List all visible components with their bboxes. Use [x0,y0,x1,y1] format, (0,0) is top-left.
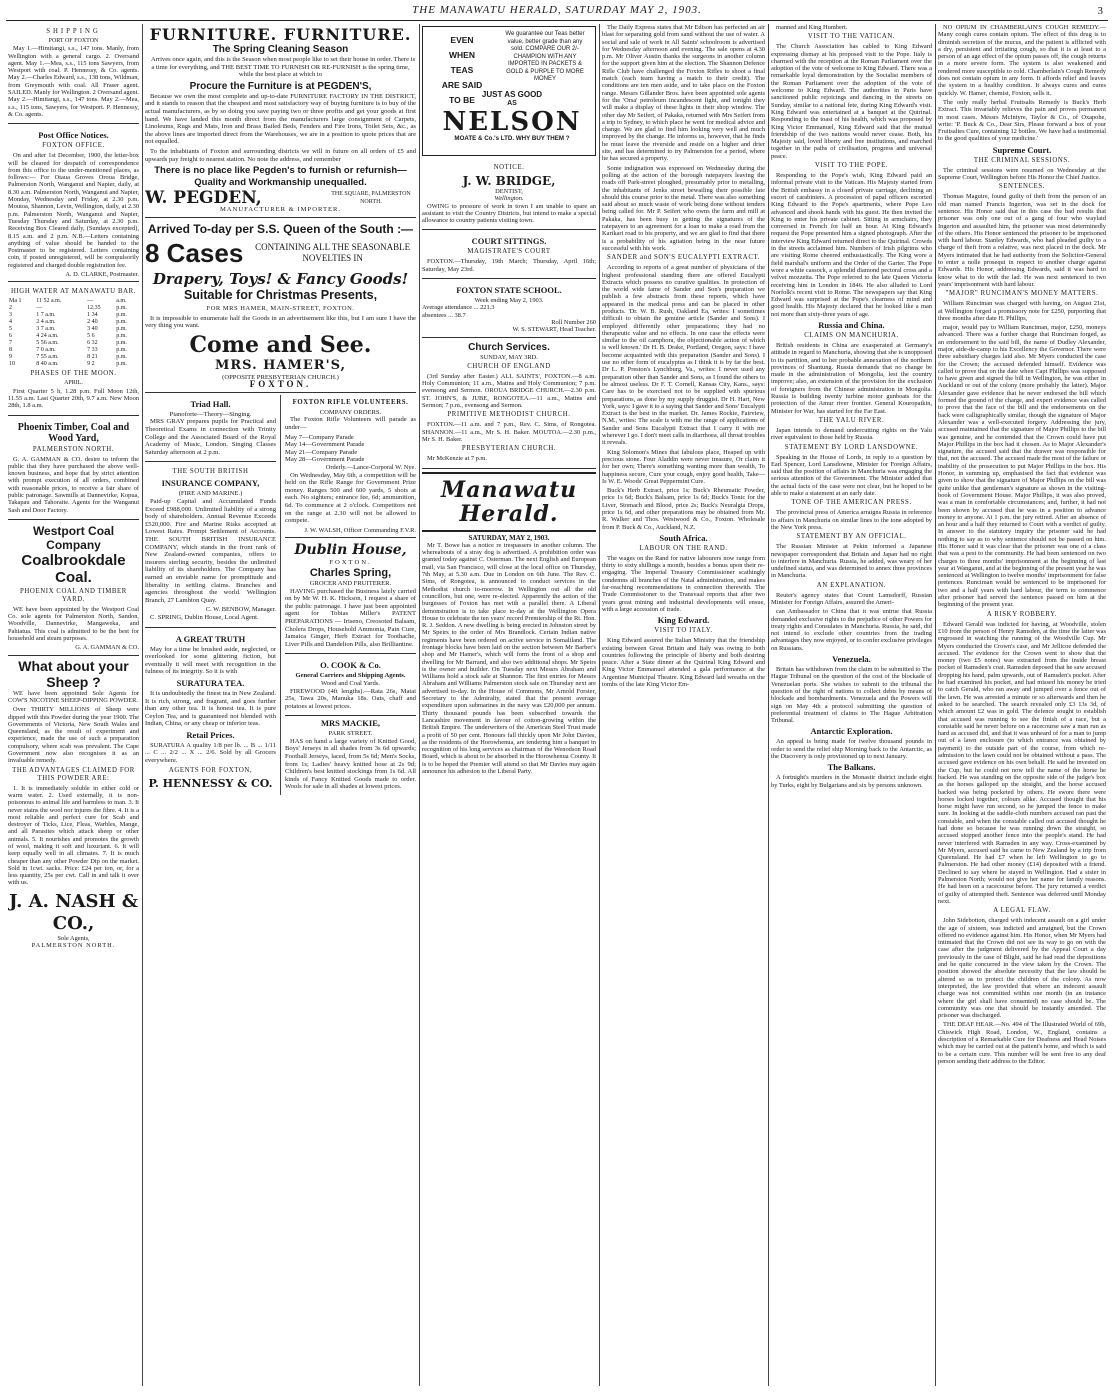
paragraph: major, would pay to William Runciman, major, £250, moneys advanced. There was a further charge that Runciman forged, as an endorsement to the said bill, the name of Dudley Alexander, major, aide-de-camp to his Excellency the Governor. There were three subsidiary charges laid also. Mr Myers conducted the case for the Crown; the accused defended himself. Evidence was called to prove that on the date when Capt Phillips was supposed to have given and signed the bill in Wellington, he was either in Auckland or out of the colony (more probably the latter). Major Alexander gave evidence that he never endorsed the bill which formed the ground of the charge, and expert evidence was called to prove that the face of the bill and the endorsements on the back were calligraphically similar, though the signature of Major Alexander was a well-executed forgery. Addressing the jury, accused maintained that the signature of Major Phillips to the bill was genuine, and he contended that the Crown could have put Major Phillips in the box had it chosen. As to Major Alexander's signature, the accused said that the drawer was responsible for that, not the accused. The accused made the most of the failure or inability of the prosecution to put Major Phillips in the box. His Honor, in summing up, emphasised the fact that evidence was given to show that the signature of Major Phillips on the bill was quite unlike that gentleman's signature as shown in the visiting-book of Government House. Major Phillips, it was also proved, was a man in comfortable circumstances; and, further, it had not been shown by accused that he was in a position to advance money to anyone. At 1 p.m. the jury retired. After an absence of an hour and a half they returned to Court with a verdict of guilty. In answer to the statutory inquiry the prisoner said he had nothing to say as to why sentence should not be passed on him. His Honor said it was clear that the prisoner was one of a class that was a pest to the community. He had been sentenced on two charges to three months' imprisonment at the beginning of last year at Wanganui, and at the beginning of the present year he was sentenced at Wellington to twelve months' imprisonment for false pretences. Runciman would be sentenced to be imprisoned for two and a half years with hard labour, the term to commence after prisoner had served the sentence passed on him at the beginning of the present year. [938,324,1106,609]
tide-cell: 12.35 [87,305,101,312]
mackie-ad [285,718,416,791]
paragraph: (3rd Sunday after Easter.) ALL SAINTS', FOXTON.—8 a.m. Holy Communion; 11 a.m., Matins and Holy Communion; 7 p.m. evensong and Sermon. OROUA BRIDGE CHURCH.—2.30 p.m. ST. JOHN'S, & JUBE, RONGOTEA.—11 a.m., Matins and Sermon; 7 p.m., evensong and Sermon. [422,372,596,410]
notice-title: FOXTON RIFLE VOLUNTEERS. [292,398,409,406]
ad-title: Drapery, Toys! & Fancy Goods! [152,269,409,288]
ad-subtitle: PHOENIX COAL AND TIMBER YARD. [20,587,127,603]
sheep-ad [8,658,139,950]
hamer-ad [145,220,416,393]
tea-ad-word: ARE SAID [441,80,483,90]
paragraph: Japan intends to demand undercutting rights on the Yalu river equivalent to those held by Russia. [771,426,932,442]
tide-cell: 11 52 a.m. [36,298,62,305]
ad-subtitle: Sole Agents, [57,934,90,942]
column-rule [142,24,143,1386]
paragraph: The Foxton Rifle Volunteers will parade as under— [284,416,416,432]
leader-date: SATURDAY, MAY 2, 1903. [468,533,550,542]
paragraph: A fortnight's murders in the Monastir district include eight by Turks, eight by Bulgarians and six by persons unknown. [771,774,932,789]
section-subtitle: SENTENCES. [998,183,1046,191]
paragraph: Reuter's agency states that Count Lamsdorff, Russian Minister for Foreign Affairs, assured the Ameri- [771,591,932,606]
rifle-notice [285,395,416,539]
paragraph: British residents in China are exasperated at Germany's attitude in regard to Manchuria, showing that she is unopposed to its partition, and to her probable annexation of the northern provinces of Shantung. Russia demands that no change be made in the administration of Mongolia, lest the country improve; also, an extension of the provision for the exclusion of foreigners from the Chinese administration in Mongolia. Russia is building twenty turbine motor gunboats for the protection of the Amur river frontier. General Kouropatkin, Minister for War, has started for the Far East. [771,341,932,415]
tide-row [8,326,139,333]
signature: C. W. BENBOW, Manager. [205,606,276,614]
paragraph: John Sidebotton, charged with indecent assault on a girl under the age of sixteen, was indicted and arraigned, but the Crown offered no evidence against him. His Honor, when Mr Myers had intimated that the Crown did not see its way to go on with the case after the judgment delivered by the Appeal Court a day previously in the case of Blight, said he had read the depositions and he quite concurred in the view taken by the Crown. The position showed the absolute necessity that the law should be altered so as to protect the children of the colony. As now interpreted, the law provided that where an indecent assault charge was not committed within one month (in an instance where the girl shall have consented) no case should be. The community was one that should be instantly amended. The prisoner was discharged. [938,917,1106,1020]
ad-title: MRS. HAMER'S, [214,357,347,373]
section-subtitle: PRESBYTERIAN CHURCH. [461,445,557,453]
school-section [422,281,596,337]
paragraph: Over THIRTY MILLIONS of Sheep were dipped with this Powder during the year 1900. The Governments of Victoria, New South Wales and Queensland, as the result of experiment and experience, made the use of such a preparation compulsory, where scab was prevalent. The Cape Government now also recognises it as an invaluable remedy. [8,706,139,765]
school-line: absentees ... 38.7 [422,311,466,319]
ad-row [145,239,416,267]
section-subtitle: SUNDAY, MAY 3RD. [480,353,538,361]
ad-subtitle: Wellington. [494,195,524,203]
tide-row [8,305,139,312]
paragraph: The Church Association has cabled to King Edward expressing dismay at his proposed visit to the Pope. Italy is charmed with the reception at the Roman Parliament over the adoption of the vote of welcome to King Edward. There was a remarkable loyal demonstration by the Socialist members of the Roman Parliament over the adoption of the vote of welcome to King Edward. The authorities in Paris have sanctioned public rejoicings and dancing in the streets on Sunday, similar to a national fete, during King Edward's visit. King Edward was entertained at a banquet at the Quirinal. Responding to the toast of his health, which was proposed by King Victor Emmanuel, King Edward said that the mutual friendship of the two nations would never cease. Both, his Majesty said, loved liberty and free institutions, and marched together in the paths of civilisation, progress and universal peace. [771,43,932,160]
ad-title: FURNITURE. FURNITURE. [149,25,412,44]
paragraph: C. SPRING, Dublin House, Local Agent. [150,613,259,621]
paragraph: It is impossible to enumerate half the Goods in an advertisement like this, but I am sure I have the very thing you want. [145,314,416,330]
signature: Orderly.—Lance-Corporal W. Nye. [325,464,416,472]
paragraph: May 1.—Himitangi, s.s., 147 tons. Manly, from Wellington with a general cargo. 2. Oversand agent. May 1.—Mea, s.s., 115 tons Sawyers, from Westport with coal. P. Hennessy, & Co. agents. May 2.—Charles Edward, s.s., 138 tons, Wildman, from Greymouth with coal. All Fraser agent. SAILED. Manly for Wellington. 2 Oversand agent. May 2.—Himitangi, s.s., 147 tons. May 2.—Mea, s.s., 115 tons, Sawyers, for Westport. P. Hennessy, & Co. agents. [8,45,139,118]
paragraph: It is undoubtedly the finest tea in New Zealand. It is rich, strong, and fragrant, and goes further than any other tea. It is honest tea. It is pure Ceylon Tea, and is guaranteed not blended with Indian, China, or any cheap or inferior teas. [145,689,276,728]
tea-brand: NELSON [442,107,582,137]
section-title: FOXTON STATE SCHOOL. [456,285,562,296]
signature: A. D. CLARKE, Postmaster. [65,271,139,279]
ad-title: Retail Prices. [186,729,235,740]
paragraph: can Ambassador to China that it was untrue that Russia demanded exclusive rights to the prejudice of other Powers for treaty rights and Consulates in Manchuria. Russia, he said, did not intend to exclude other countries from the trading advantages they now enjoyed, or to confer exclusive privileges on Russians. [771,608,932,652]
tide-cell: — [87,298,94,305]
tide-cell: 10 [9,361,15,368]
tide-cell: a.m. [116,298,127,305]
tide-row [8,361,139,368]
ad-subtitle: MANUFACTURER & IMPORTER. [219,206,342,214]
paragraph: On Wednesday, May 6th, a competition will be held on the Rifle Range for Government Prize money. Ranges 500 and 600 yards, 5 shots at each. No sighters; entrance fee, 6d; ammunition, 6d. To commence at 2 o'clock. Competitors not on the range at 2.30 will not be allowed to compete. [284,471,416,525]
column-3 [422,24,596,1386]
ad-title: SURATURA TEA. [176,677,245,688]
ad-subtitle: THE SOUTH BRITISH [172,468,249,476]
truth-ad [145,630,276,793]
tide-cell: p.m. [116,319,127,326]
tide-cell: p.m. [116,326,127,333]
section-subtitle: PORT OF FOXTON [48,38,99,44]
section-title: Post Office Notices. [38,130,109,141]
tide-row [8,340,139,347]
section-subtitle: STATEMENT BY LORD LANSDOWNE. [784,443,919,451]
tide-cell: 3 7 a.m. [36,326,56,333]
column-2 [145,24,416,1386]
section-subtitle: LABOUR ON THE RAND. [639,544,728,552]
list-item: May 7—Company Parade [284,433,354,441]
paragraph: Speaking in the House of Lords, in reply to a question by Earl Spencer, Lord Lansdowne, Minister for Foreign Affairs, said that the position of affairs in Manchuria was engaging the serious attention of the Government. The Minister added that the actual facts of the case were not clear, but he hoped to be able to make a statement at an early date. [771,453,932,498]
section-subtitle: "MAJOR" RUNCIMAN'S MONEY MATTERS. [945,290,1099,298]
ad-title: MRS MACKIE, [320,718,380,729]
tide-cell: p.m. [116,354,127,361]
running-header-title: THE MANAWATU HERALD, SATURDAY MAY 2, 1903. [412,4,702,16]
tea-ad-word: TO BE [449,95,475,105]
tide-cell: 4 24 a.m. [36,333,59,340]
paragraph: The wages on the Rand for native labourers now range from thirty to sixty shillings a month, besides a bonus upon their re-engaging. The Imperial Treasury Commissioner scathingly condemns all branches of the Natal administration, and makes far-reaching recommendations in connection therewith. The Trade Commissioner to the Transvaal reports that after two years great mining and industrial developments will ensue, with a large accession of trade. [602,554,765,613]
ad-title: Triad Hall. [190,398,231,409]
tide-cell: 7 55 a.m. [36,354,59,361]
ad-subtitle: PALMERSTON NORTH. [32,445,115,453]
tide-cell: 5 56 a.m. [36,340,59,347]
paragraph: WE have been appointed by the Westport Coal Co. sole agents for Palmerston North, Sandon, Woodville, Dannevirke, Mangaweka, and Pahiatua. This coal is admitted to be the best for household and steam purposes. [8,605,139,643]
section-title: VISIT TO THE POPE. [814,162,889,170]
paragraph: SURATURA A quality 1/8 per lb. ... B ... 1/11 ... C ... 2/2 ... X ... 2/6. Sold by all Grocers everywhere. [145,741,276,765]
tide-cell: 5 6 [87,333,95,340]
tide-cell: 9 2 [87,361,95,368]
ad-subtitle: (FIRE AND MARINE.) [178,490,243,498]
signature: J. W. WALSH, Officer Commanding F.V.R. [304,526,416,534]
ad-subtitle: FOXTON. [329,559,372,567]
paragraph: The provincial press of America arraigns Russia in reference to affairs in Manchuria on similar lines to the tone adopted by the New York press. [771,509,932,531]
section-subtitle: Week ending May 2, 1903. [474,297,544,305]
section-title: The Balkans. [827,762,876,773]
paragraph: manned and King Humbert. [776,24,848,31]
section-subtitle: A RISKY ROBBERY. [986,610,1058,618]
post-office-section [8,126,139,282]
paragraph: OWING to pressure of work in town I am unable to spare an assistant to visit the Country Districts, but intend to make a special allowance to country patients visiting town. [422,202,596,225]
paragraph: Because we own the most complete and up-to-date FURNITURE FACTORY IN THE DISTRICT, and it stands to reason that the cheapest and most satisfactory way of buying furniture is to buy of the actual manufacturers, as by so doing you save paying two or three profits and get your goods at first hand. We have landed this month direct from the manufacturers large consignment of Carpets, Linoleums, Rugs and Mats, Iron and Brass Bailed Beds, Fenders and Fire Irons, Toilet Sets, &c., as the above lines are imported direct from the Warehouses, we are in a position to quote prices that are not equalled. [145,92,416,146]
rifle-parade-list [285,434,416,464]
bridge-notice [422,160,596,230]
paragraph: Britain has withdrawn from the claim to be submitted to The Hague Tribunal on the question of the cost of the blockade of Venezuelan ports. She wishes to submit to the tribunal the question of the right of nations to collect debts by means of blockade and bombardments. Venezuela and the Powers will sign on May 4th a protocol submitting the question of preferential treatment of claims to The Hague Arbitration Tribunal. [771,666,932,725]
ad-subtitle: General Carriers and Shipping Agents. [295,672,406,680]
paragraph: On and after 1st December, 1900, the letter-box will be cleared for despatch of correspondence from this office to the under-mentioned places, as follows:— For Otaua Groves Oroua Bridge, Palmerston North, Wanganui and Napier, daily, at 8.30 a.m. Palmerston North, Wanganui and Napier, Monday, Wednesday and Friday, at 2.30 p.m. Moutoa, Shannon, Levin, Wellington, daily, at 2.30 p.m. Palmerston North, Wanganui and Napier, Tuesday Thursday and Saturday, at 2.30 p.m. Receiving Box Cleared daily, (Sundays excepted), 8.15 a.m. and 2 p.m. N.B.—Letters containing anything of value should be handed to the Postmaster to be registered. Letters containing coin, if posted unregistered, will be compulsorily registered and charged double registration fee. [8,152,139,269]
tide-cell: 9 [9,354,12,361]
ad-title: O. COOK & Co. [320,660,381,671]
ad-title: INSURANCE COMPANY, [161,478,260,489]
cook-ad [285,656,416,716]
tide-cell: p.m. [116,333,127,340]
list-item: May 21—Company Parade [284,448,358,456]
ad-subtitle: CONTAINING ALL THE SEASONABLE NOVELTIES IN [255,241,411,263]
section-title: COURT SITTINGS. [471,236,547,247]
ad-title: J. W. BRIDGE, [462,174,556,188]
tide-cell: 7 0 a.m. [36,347,56,354]
section-title: Antarctic Exploration. [810,726,893,737]
tide-cell: p.m. [116,312,127,319]
school-line: Average attendance ... 221.3 [422,304,495,312]
ad-subtitle: THE SQUARE, PALMERSTON NORTH. [331,191,411,205]
tide-cell: p.m. [116,347,127,354]
paragraph: MRS GRAY prepares pupils for Practical and Theoretical Exams in connection with Trinity College and the Associated Board of the Royal Academy of Music, London. Singing Classes Saturday afternoon at 2 p.m. [145,418,276,456]
tide-cell: 3 [9,312,12,319]
ad-signature-row [145,187,416,208]
col2-left [145,395,276,795]
list-item: May 28—Government Parade [284,456,365,464]
section-subtitle: FOXTON OFFICE. [42,142,105,150]
ad-subtitle: PALMERSTON NORTH. [31,942,116,950]
ad-title: The Spring Cleaning Season [212,44,349,55]
paragraph: Thomas Maguire, found guilty of theft from the person of an old man named Francis Ingerton, was set in the dock for sentence. His Honor said that in this case the bad results that prisoner was only one out of a gang of four who waylaid Ingerton and assaulted him, the prisoner was most determinedly of the others. His Honor sentenced the prisoner to be imprisoned with hard labour. Stanley Edwards, who had pleaded guilty to a charge of theft from a relative, was next placed in the dock. Mr Myers intimated that he had authority from the Solicitor-General to enter a nolle prosequi in respect to another charge against Edwards. His Honor, addressing Edwards, said it was hard to know what to do with the lad. He was next sentenced to two years' imprisonment with hard labour. [938,193,1106,288]
paragraph: Buck's Herb Extract, price 1s; Buck's Rheumatic Powder, price 1s 6d; Buck's Balsam, price 1s 6d; Buck's Tonic for the Liver, Stomach and Blood, price 2s; Buck's Neuralgia Drops, price 1s 6d, and other preparations may be obtained from Mr. R. Walker and Thos. Westwood & Co., Foxton. Wholesale from P. Buck & Co., Auckland, N.Z. [602,487,765,531]
ad-title: Coalbrookdale Coal. [21,551,126,586]
ad-subtitle: GROCER AND FRUITERER. [309,579,392,587]
ad-title: Westport Coal Company [32,523,115,552]
column-rule [768,24,769,1386]
column-rule [419,24,420,1386]
tide-cell: 5 [9,326,12,333]
paragraph: G. A. GAMMAN & CO. desire to inform the public that they have purchased the above well-known business, and hope that by strict attention with prompt execution of all orders, combined with reasonable prices, to receive a fair share of public patronage. Sawmills at Dannevirke, Kopua, Takapau and Tahoraite. Agents for the Wanganui Sash and Door Factory. [8,455,139,514]
tea-ad-word: TEAS [450,65,474,75]
paragraph: WE have been appointed Sole Agents for COW'S NICOTINE SHEEP-DIPPING POWDER. [8,689,139,704]
westport-ad [8,522,139,656]
ad-title: Phoenix Timber, Coal and Wood Yard, [17,421,130,444]
section-title: VISIT TO THE VATICAN. [807,33,896,41]
paragraph: An appeal is being made for twelve thousand pounds in order to send the relief ship Morning back to the Antarctic, as the Discovery is only provisioned up to next January. [771,738,932,761]
tide-row [8,312,139,319]
column-rule [599,24,600,1386]
section-subtitle: MAGISTRATE'S COURT [467,248,551,256]
tide-cell: 7 33 [87,347,98,354]
tide-row [8,354,139,361]
tea-ad-word: JUST AS GOOD [481,90,543,99]
signature: G. A. GAMMAN & CO. [75,644,139,652]
section-title: Russia and China. [818,319,885,330]
shipping-section [8,24,139,124]
ad-subtitle: AGENTS FOR FOXTON, [168,766,253,774]
paragraph: NO OPIUM IN CHAMBERLAIN'S COUGH REMEDY.—Many cough cures contain opium. The effect of this drug is to diminish secretion of the mucus, and the patient is afflicted with a dry, persistent and irritating cough, so that it is at least to a person of an age effect of the opium passes off, the cough returns in a more severe form. The system is also weakened and rendered more susceptible to cold. Chamberlain's Cough Remedy does not contain opium in any form. It affords relief and leaves the system in a healthy condition. It always cures and cures quickly. W. Hamer, chemist, Foxton, sells it. [938,24,1106,97]
list-item: May 14—Government Parade [284,441,365,449]
tea-ad-right: We guarantee our Teas better value, better grade than any sold. COMPARE OUR 2/- CHAMPION WITH ANY IMPORTED IN PACKETS & GOLD & PURPLE TO MORE MONEY [505,31,585,82]
column-rule [280,395,281,795]
ad-title: Procure the Furniture is at PEGDEN'S, [189,80,372,92]
ad-title: Come and See. [189,331,372,358]
section-title: Supreme Court. [992,144,1052,155]
tide-cell: 6 32 [87,340,98,347]
section-subtitle: CLAIMS ON MANCHURIA. [804,331,899,339]
column-1 [8,24,139,1386]
paragraph: The Russian Minister at Pekin informed a Japanese newspaper correspondent that Britain and Japan had no right to interfere in Manchuria. Russia, he added, was weary of her undefined status, and was determined to annex three provinces in Manchuria. [771,543,932,580]
section-title: SANDER and SON'S EUCALYPTI EXTRACT. [606,254,760,262]
tide-row [8,298,139,305]
paragraph: FOXTON.—Thursday, 19th March; Thursday, April 16th; Saturday, May 23rd. [422,258,596,273]
ad-title: A GREAT TRUTH [175,633,246,644]
tide-row [8,347,139,354]
ad-subtitle: FOXTON. [249,379,312,390]
paragraph: Paid-up Capital and Accumulated Funds Exceed £988,000. Unlimited liability of a strong body of shareholders. Annual Revenue Exceeds £520,000. Fire and Marine Risks accepted at Lowest Rates. Prompt Settlement of Accounts. THE SOUTH BRITISH INSURANCE COMPANY, which stands in the front rank of New Zealand-owned companies, offers to insurers sterling security, besides the unlimited liability of its shareholders. The Company has earned an enviable name for promptitude and liberality in settling claims. Branches and agencies throughout the world. Wellington Branch, 27 Lambton Quay. [145,498,276,604]
tide-cell: — [36,305,43,312]
school-line: Roll Number 260 [551,318,596,326]
tide-table [8,298,139,368]
tide-cell: p.m. [116,361,127,368]
section-subtitle: AN EXPLANATION. [816,581,887,589]
tea-ad-sub: MOATE & Co.'s LTD. WHY BUY THEM ? [454,135,570,142]
paragraph: Edward Gerald was indicted for having, at Woodville, stolen £10 from the person of Henry Ramsden, at the time the latter was engrossed in watching the running of the Woodville Cup. Mr Myers conducted the Crown's case, and Mr Jellicoe defended the accused. The evidence for the Crown went to show that the money (two £5 notes) was extracted from the inside breast pocket of Ramsden's coat. Ramsden deposed that he saw accused dropping his hand, palm upwards, out of Ramsden's pocket. After he had examined his pocket, and had missed his money he tried to catch Gerald, who ran away and jumped over a fence out of the lawn. He was arrested a minute or so afterwards and then he asked to be searched. The search revealed only £3 13s 3d, of which amount £2 was in gold. The defence sought to establish that accused was running to see the finish of a race, but a constable said he never before on a racecourse saw a man run as hard as accused did, and that it was unheard of for a man to jump out of a lawn enclosure (to which entrance was obtained by payment) to the outside part of the course, from which re-admission to the lawn could not be obtained without a pass. The accused gave evidence on his own behalf. He said he invested on the Cup, but he could not now tell the name of the horse he backed. He was standing on the opposite side of the judge's box as the horses galloped up the straight, and the horse accused backed was being pocketed by others. He swore there were horses locked together, colours alike. Accused thought that his horse might have run second, so he jumped the fence to make sure. In looking at the saddle-cloth numbers accused ran past the constable, and when the constable called out accused thought he had done so because he was running down the straight, so accused stopped another fence into the people's stand. He had never interfered with Ramsden in any way. Cross-examined by Mr Myers, accused said he came to New Zealand by a trip from Queensland. He had £7 when he left Wellington to go to Palmerston. He had other money (£14) deposited with a friend. Declined to say where he stayed in Wellington. Had a sister in Palmerston North; would not give her name for family reasons. He had been on a racecourse before. The jury returned a verdict of guilty of attempted theft. Sentence was deferred until Monday next. [938,620,1106,905]
section-title: HIGH WATER AT MANAWATU BAR. [10,288,137,296]
section-subtitle: STATEMENT BY AN OFFICIAL. [796,533,907,541]
section-subtitle: THE YALU RIVER. [818,416,885,424]
ad-title: Arrived To-day per S.S. Queen of the South :— [147,221,414,236]
tea-ad-word: AS [507,100,517,107]
paragraph: 1. It is immediately soluble in either cold or warm water. 2. Used externally, it is non-poisonous to animal life and harmless to man. 3. It never stains the wool nor injures the fibre. 4. It is a most reliable and perfect cure for Scab and destroyer of Ticks, Lice, Fleas, Warbles, Mange, and all Parasites which attack sheep or other animals. 5. It nourishes and promotes the growth of wool, making it soft and luxuriant. 6. It will keep equally well in all climates. 7. It is much cheaper than any other Powder Dip on the market. Sold in 1cwt. sacks. Price: £24 per ton, or, for a less quantity, 25s per cwt. Call in and talk it over with us. [8,784,139,887]
ad-title: W. PEGDEN, [145,187,262,208]
tide-cell: 4 [9,319,12,326]
paragraph: The Daily Express states that Mr Edison has perfected an air blast for separating gold from sand without the use of water. A social and sale of work in All Saints' schoolroom is advertised for Wednesday afternoon and evening. The sale opens at 4.30 p.m. Mr Oliver Austin thanks the surgeons in another column for the support given him at the election. The Shannon Defence Rifle Club have challenged the Foxton Rifles to shoot a final match (each team having a match to their credit). The conditions are ten men aside, and to take place on the Foxton range. Messrs Gillander Bros. have been appointed sole agents for the 'Orsa' petroleum incandescent light, and tonight they will make a display of these lights in their shop window. The other day Mr Seifert, of Pakaka, returned with Mrs Seifert from a trip to Sydney, to which place he went for medical advice and change. We are glad to find him looking very well and much improved by the change. He informs us, however, that he finds he must leave the riverside and reside on a higher and drier site, and has determined to try Palmerston for a period, where he has secured a property. [602,24,765,163]
ad-subtitle: DENTIST, [495,188,523,195]
tide-section [8,284,139,415]
tide-cell: p.m. [116,340,127,347]
ad-title: What about your Sheep ? [18,657,129,690]
paragraph: Mr McKenzie at 7 p.m. [427,455,487,463]
ad-subtitle: Wood and Coal Yards. [320,679,380,687]
paragraph: May for a time be brushed aside, neglected, or overlooked for some glittering fiction, but eventually it will meet with recognition in the fulness of its integrity. So it is with [145,645,276,676]
tide-cell: 2 4 a.m. [36,319,56,326]
paragraph: Arrives once again, and this is the Season when most people like to set their house in order. There is a time for everything, and THE BEST TIME TO FURNISH OR RE-FURNISH is the spring time, while the best place at which to [150,56,416,79]
section-subtitle: TONE OF THE AMERICAN PRESS. [791,499,912,507]
section-title: King Edward. [657,615,710,626]
paragraph: HAVING purchased the Business lately carried on by Mr W. H. K. Hickson, I request a share of the public patronage. I have just been appointed agent for Tobias Miller's PATENT PREPARATIONS — Iriseno, Creosoted Balsam, Cholera Drops, Household Ammonia, Pain Cure, Jamaica Ginger, Herb Extract for Toothache, Liver Pills and Dandelion Pills, also Brilliantine. [284,587,416,648]
tide-cell: 8 21 [87,354,98,361]
section-title: South Africa. [659,532,708,543]
paragraph: William Runciman was charged with having, on August 21st, at Wellington forged a promissory note for £250, purporting that three months after date H. Phillips, [938,300,1106,322]
tide-cell: Ma 1 [9,298,22,305]
paragraph: According to reports of a great number of physicians of the highest professional standing there are offered Eucalypti Extracts which possess no curative qualities. In protection of the world wide fame of Sander and Son's preparation we publish a few abstracts from these reports, which have appeared in the medical press and can be placed in other products. 'Dr. W. B. Rush, Oakland Ea, writes: I sometimes difficult to obtain the genuine article (Sander and Sons). I employed differently other preparations; they had no therapeutic value and no effects. In one case the effects were similar to the oil camphora, the objectionable action of which is well known.' Dr H. B. Drake, Portland, Oregon, says: I have become acquainted with this preparation (Sander and Sons). I use no other form of eucalyptus as I think it is by far the best. Dr L. P. Preston's Lynchburg, Va., writes: I never used any preparation other than Sander and Sons, as I found the others to be almost useless. Dr F. T. Cornell, Kansas City, Kans., says: Care has to be exercised not to be supplied with spurious preparations, as done by my supply druggist. Dr H. Hart, New York, says: I gave it to a saying that Sander and Sons' Eucalypti Extract is the best in the market. Dr. James Rockie, Fairview, N.M., writes: The scale is with me the range of applications of Sander and Sons Eucalypti Extract that I carry it with me wherever I go. I don't meet calls in diarrhoea, all throat troubles it reveals. [602,264,765,447]
tide-cell: p.m. [116,305,127,312]
pegden-ad [145,24,416,218]
col2-right [285,395,416,795]
phoenix-ad [8,418,139,520]
tide-cell: 2 40 [87,319,98,326]
paragraph: Mr T. Bowe has a notice re trespassers in another column. The whereabouts of a stray dog is advertised. A prohibition order was granted today against C. Osterman. The next English and European mail, via San Francisco, will close at the local office on Thursday, 7th May, at 5.30 a.m. Due in London on 6th June. The Rev. C. Sims, of Rongotea, is announced to conduct services in the Methodist church to-morrow. In Wellington out all the old councillors, but one, were re-elected. Apparently the action of the burgesses of Foxton has met with a parallel there. A Liberal demonstration is to take place to-day at the Wellington Opera House to celebrate the ten years' record Premiership of the Rt. Hon. R. J. Seddon. A new dwelling is being erected in Johnston street by Mr Speirs to the order of Mrs Brandlock. Certain Indian native regiments have been ordered on active service in Somaliland. The frontage blocks have been laid on the section between Mr Barber's shop and Mr Hamer's, which will form the front of a shop and dwelling for Mr Barrand, and also two additional shops. Mr Speirs is the owner and builder. On Tuesday next Messrs Abraham and Williams hold a stock sale at Shannon. The first entries for Messrs Abraham and Williams Palmerston stock sale on Thursday next are advertised to-day. In the House of Commons, Mr Arnold Forster, Secretary to the Admiralty, stated that the present average expenditure upon submarines in the navy was £20,000 per annum. Thirty thousand pounds has been subscribed towards the Lancashire movement in favour of cotton-growing within the British Empire. The underwriters of the American Steel Trust made a profit of 50 per cent. Honours fall thickly upon Mr John Davies, as the residents of the Horowhenua, are tendering him a banquet in recognition of his long services as chairman of the Wenodson Road Board, which is about to be absorbed in the Horowhenua County. It is to be hoped the Premier will attend so that Mr Davies may again announce his adhesion to the Liberal Party. [422,541,596,776]
insurance-ad [145,464,276,627]
tide-cell: 1 34 [87,312,98,319]
paragraph: To the inhabitants of Foxton and surrounding districts we will in future on all orders of £5 and upwards pay freight to nearest station. No note the address, and remember [145,147,416,163]
section-subtitle: VISIT TO ITALY. [654,627,713,635]
section-title: PHASES OF THE MOON. [30,370,117,378]
ad-subtitle: (OPPOSITE PRESBYTERIAN CHURCH.) [222,373,339,381]
ad-title: P. HENNESSY & CO. [148,776,273,790]
paragraph: King Solomon's Mines that fabulous place, Heaped up with precious stone. Four Aladdin were never treasure, Or claim it for her own; There's something wanting more than wealth, To happiness secure, Cure your cough, enjoy good health, Take— Is W. E. Woods' Great Peppermint Cure. [602,448,765,485]
church-section [422,340,596,469]
tide-cell: 7 [9,340,12,347]
tide-cell: 1 7 a.m. [36,312,56,319]
section-subtitle: CHURCH OF ENGLAND [467,362,551,370]
paragraph: FIREWOOD (4ft lengths).—Rata 26s, Matai 25s, Tawa 20s, Manuka 18s. Oats, chaff and potatoes at lowest prices. [284,687,416,710]
section-subtitle: A LEGAL FLAW. [993,907,1051,915]
signature: W. S. STEWART, Head Teacher. [512,326,596,334]
page-number: 3 [1097,5,1104,17]
nelson-tea-ad [422,26,596,156]
paragraph: Some indignation was expressed on Wednesday during the polling at the action of the borough ratepayers leaving the roads off Park-street ploughed, presumably prior to metalling, the inhabitants of Jenks street bewailing their possible fate should this course prior to the metal. There was also something said about so much waste of work being done without tenders being called for. Mr P. Seifert who owns the farm and mill at Pakaka, has been busy in getting the signatures of the ratepayers to an agreement for a loan to make a road from the Karikari road to his property, and we are glad to find that there is a probability of his agitation being in the near future successful with his work. [602,164,765,252]
tide-cell: 8 40 a.m. [36,361,59,368]
tide-cell: 2 [9,305,12,312]
column-rule [935,24,936,1386]
tea-ad-word: EVEN [450,35,474,45]
column-6 [938,24,1106,1386]
column-4 [602,24,765,1386]
tea-ad-word: WHEN [449,50,475,60]
tide-cell: 3 40 [87,326,98,333]
ad-title: J. A. NASH & CO., [8,890,139,934]
ad-subtitle: FOR MRS HAMER, MAIN-STREET, FOXTON. [206,304,355,312]
dublin-ad [285,540,416,654]
newspaper-page [6,4,1108,1390]
tide-cell: 6 [9,333,12,340]
paragraph: THE DEAF HEAR.—No. 494 of The Illustrated World of 69b, Chiswick High Road, London, W., England, contains a description of a Remarkable Cure for Deafness and Head Noises which may be carried out at the patient's home, and which is said to be a certain cure. This number will be sent free to any deaf person sending their address to the Editor. [938,1021,1106,1065]
section-subtitle: PRIMITIVE METHODIST CHURCH. [447,411,571,419]
running-header [6,4,1108,21]
notice-subtitle: COMPANY ORDERS. [319,408,382,416]
ad-subtitle: Pianoforte—Theory—Singing. [169,410,252,418]
masthead: Manawatu Herald. [422,472,596,532]
paragraph: First Quarter 5 h, 1.28 p.m. Full Moon 12th, 11.55 a.m. Last Quarter 20th, 9.7 a.m. New Moon 28th, 1.8 a.m. [8,387,139,410]
tide-row [8,333,139,340]
paragraph: HAS on hand a large variety of Knitted Good, Boys' Jerseys in all shades from 3s 6d upwards; Football Jerseys, laced, from 5s 6d; Men's Socks, from 1s; Ladies' heavy knitted hose at 2s 9d; Children's best knitted stockings from 1s 6d. All kinds of Fancy Knitted Goods made to order. Wools for sale in all shades at lowest prices. [284,737,416,791]
paragraph: Responding to the Pope's wish, King Edward paid an informal private visit to the Vatican. His Majesty started from the British embassy in a closed private carriage, declining an escort of carabiniers. A procession of papal officers escorted King Edward to the Pope's apartments, where Pope Leo advanced and shook hands with his guest. He then invited the King to enter his private cabinet. Sitting in armchairs, they conversed in French for half an hour. At King Edward's request the Pope presented him a signed photograph. After the interview King Edward returned direct to the Quirinal. Crowds in the streets acclaimed him. Numbers of Irish pilgrims who are visiting Rome cheered enthusiastically. The King wore a field marshal's uniform and the Order of the Garter. The Pope wore a white cassock, a splendid diamond pectoral cross and a velvet mozzetta. The Pope referred to the late Queen Victoria receiving him in London in 1846. He also alluded to Lord Norfolk's recent visit to Rome. The newspapers say that King Edward was surprised at the Pope's clearness of mind and good health. His Majesty declared that he looked like a man not more than sixty-three years of age. [771,172,932,318]
court-section [422,232,596,279]
ad-title: Charles Spring, [309,566,392,579]
notice-title: NOTICE. [493,164,525,171]
section-subtitle: THE CRIMINAL SESSIONS. [973,156,1071,164]
section-title: Venezuela. [832,654,871,665]
paragraph: King Edward assured the Italian Ministry that the friendship existing between Great Britain and Italy was owing to both countries following the principle of liberty and both desiring peace. After a State dinner at the Quirinal King Edward and King Victor Emmanuel attended a gala performance at the Argentine Municipal Theatre. King Edward laid wreaths on the tombs of the late King Victor Em- [602,637,765,689]
ad-subtitle: PARK STREET. [328,730,373,738]
ad-title: Dublin House, [294,542,407,559]
paragraph: The criminal sessions were resumed on Wednesday at the Supreme Court, Wellington before His Honor the Chief Justice. [938,166,1106,182]
section-title: THE ADVANTAGES CLAIMED FOR THIS POWDER ARE: [12,766,135,782]
column-5 [771,24,932,1386]
triad-ad [145,395,276,463]
ad-title: There is no place like Pegden's to furnish or refurnish—Quality and Workmanship unequalled. [154,165,407,188]
section-title: Church Services. [468,341,550,353]
tide-cell: 8 [9,347,12,354]
ad-title: Suitable for Christmas Presents, [183,287,378,302]
col2-split [145,395,416,795]
ad-title: 8 Cases [145,237,244,268]
paragraph: The only really herbal Fruitsalts Remedy is Buck's Herb Extract. This invariably relieves the pain and proves permanent in most cases. Messrs McIntyre, Taylor & Co., of Oxapohe, write: 'P. Buck & Co., Dear Sirs, Please forward a box of your Fruitsaltes Cure, containing 12 bottles. We have had a testimonial to the good qualities of your medicine.' [938,98,1106,143]
tide-row [8,319,139,326]
paragraph: FOXTON.—11 a.m. and 7 p.m., Rev. C. Sims, of Rongotea. SHANNON.—11 a.m., Mr S. H. Baker. MOUTOA.—2.30 p.m., Mr S. H. Baker. [422,421,596,443]
section-title: SHIPPING [46,28,101,35]
section-subtitle: APRIL. [64,380,83,387]
